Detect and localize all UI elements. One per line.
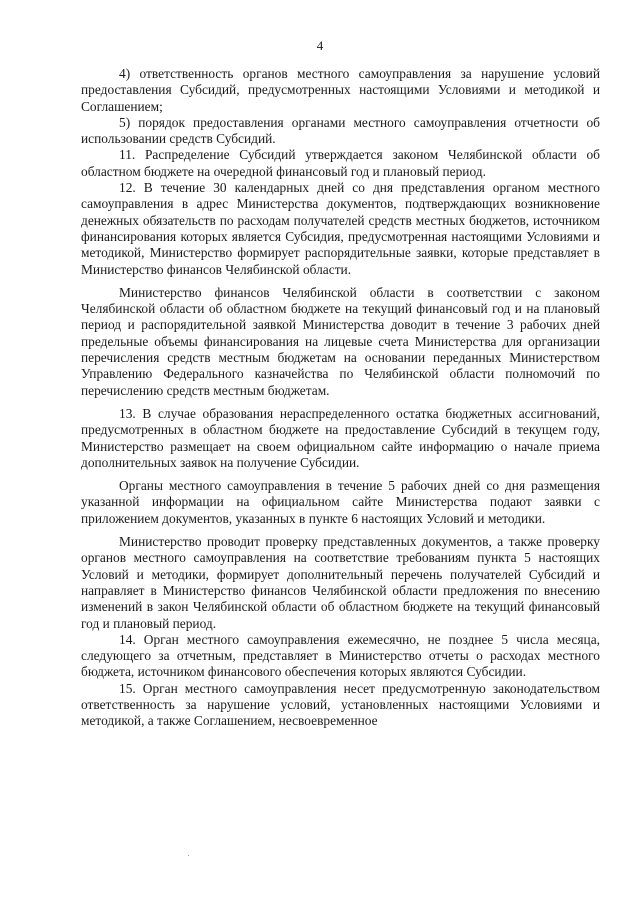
paragraph-item-5: 5) порядок предоставления органами местного самоуправления отчетности об использовании средств Субсидий. [81,114,600,147]
paragraph-clause-12-finance: Министерство финансов Челябинской области в соответствии с законом Челябинской области об областном бюджете на текущий финансовый год и на плановый период и распорядительной заявкой Министерства доводит в течение 3 рабочих дней предельные объемы финансирования на лицевые счета Министерства для организации перечисления средств местным бюджетам на основании переданных Министерством Управлению Федерального казначейства по Челябинской области полномочий по перечислению средств местным бюджетам. [81,284,600,398]
scan-speck [188,855,189,856]
paragraph-item-4: 4) ответственность органов местного самоуправления за нарушение условий предоставления Субсидий, предусмотренных настоящими Условиями и методикой и Соглашением; [81,66,600,114]
paragraph-clause-11: 11. Распределение Субсидий утверждается законом Челябинской области об областном бюджете на очередной финансовый год и плановый период. [81,147,600,179]
paragraph-clause-15: 15. Орган местного самоуправления несет предусмотренную законодательством ответственность за нарушение условий, установленных настоящими Условиями и методикой, а также Соглашением, несвоевременное [81,680,600,729]
paragraph-clause-13-verification: Министерство проводит проверку представленных документов, а также проверку органов местного самоуправления на соответствие требованиям пункта 5 настоящих Условий и методики, формирует дополнительный перечень получателей Субсидий и направляет в Министерство финансов Челябинской области предложения по внесению изменений в закон Челябинской области об областном бюджете на текущий финансовый год и плановый период. [81,534,600,631]
paragraph-clause-13: 13. В случае образования нераспределенного остатка бюджетных ассигнований, предусмотренных в областном бюджете на предоставление Субсидий в текущем году, Министерство размещает на своем официальном сайте информацию о начале приема дополнительных заявок на получение Субсидии. [81,405,600,470]
paragraph-clause-12: 12. В течение 30 календарных дней со дня представления органом местного самоуправления в адрес Министерства документов, подтверждающих возникновение денежных обязательств по расходам получателей средств местных бюджетов, источником финансирования которых является Субсидия, предусмотренная настоящими Условиями и методикой, Министерство формирует распорядительные заявки, которые представляет в Министерство финансов Челябинской области. [81,180,600,277]
document-body [81,66,600,730]
paragraph-clause-13-applications: Органы местного самоуправления в течение 5 рабочих дней со дня размещения указанной информации на официальном сайте Министерства подают заявки с приложением документов, указанных в пункте 6 настоящих Условий и методики. [81,478,600,526]
paragraph-clause-14: 14. Орган местного самоуправления ежемесячно, не позднее 5 числа месяца, следующего за отчетным, представляет в Министерство отчеты о расходах местного бюджета, источником финансового обеспечения которых являются Субсидии. [81,631,600,680]
page-number: 4 [316,38,324,53]
